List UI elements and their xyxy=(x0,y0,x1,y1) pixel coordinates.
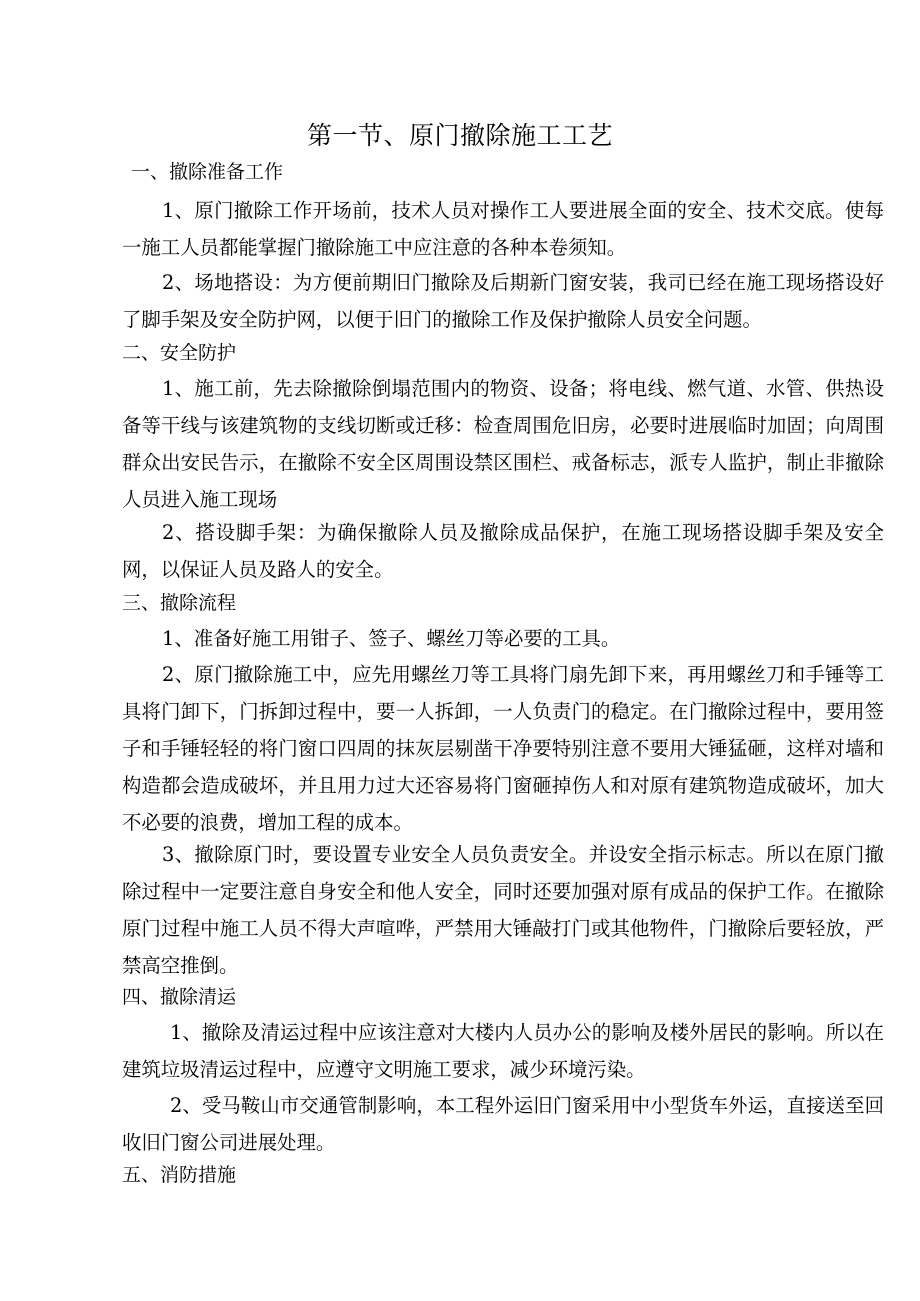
section-3-paragraph-3: 3、撤除原门时，要设置专业安全人员负责安全。并设安全指示标志。所以在原门撤除过程中一定要注意自身安全和他人安全，同时还要加强对原有成品的保护工作。在撤除原门过程中施工人员不得大声喧哗，严禁用大锤敲打门或其他物件，门撤除后要轻放，严禁高空推倒。 xyxy=(122,843,884,977)
section-2-paragraph-2: 2、搭设脚手架：为确保撤除人员及撤除成品保护，在施工现场搭设脚手架及安全网，以保证人员及路人的安全。 xyxy=(122,521,884,581)
section-4-paragraph-2: 2、受马鞍山市交通管制影响，本工程外运旧门窗采用中小型货车外运，直接送至回收旧门窗公司进展处理。 xyxy=(122,1094,884,1154)
section-4-paragraph-1: 1、撤除及清运过程中应该注意对大楼内人员办公的影响及楼外居民的影响。所以在建筑垃圾清运过程中，应遵守文明施工要求，减少环境污染。 xyxy=(122,1021,884,1081)
section-heading-2: 二、安全防护 xyxy=(122,342,237,364)
section-3-paragraph-1: 1、准备好施工用钳子、签子、螺丝刀等必要的工具。 xyxy=(162,627,621,650)
section-1-paragraph-1: 1、原门撤除工作开场前，技术人员对操作工人要进展全面的安全、技术交底。使每一施工人员都能掌握门撤除施工中应注意的各种本卷须知。 xyxy=(122,199,884,259)
section-heading-1: 一、撤除准备工作 xyxy=(131,161,284,183)
section-heading-5: 五、消防措施 xyxy=(122,1164,237,1186)
section-heading-4: 四、撤除清运 xyxy=(122,986,237,1008)
section-2-paragraph-1: 1、施工前，先去除撤除倒塌范围内的物资、设备；将电线、燃气道、水管、供热设备等干线与该建筑物的支线切断或迁移：检查周围危旧房，必要时进展临时加固；向周围群众出安民告示，在撤除不安全区周围设禁区围栏、戒备标志，派专人监护，制止非撤除人员进入施工现场 xyxy=(122,377,884,511)
section-heading-3: 三、撤除流程 xyxy=(122,592,237,614)
section-1-paragraph-2: 2、场地搭设：为方便前期旧门撤除及后期新门窗安装，我司已经在施工现场搭设好了脚手架及安全防护网，以便于旧门的撤除工作及保护撤除人员安全问题。 xyxy=(122,271,884,331)
section-3-paragraph-2: 2、原门撤除施工中，应先用螺丝刀等工具将门扇先卸下来，再用螺丝刀和手锤等工具将门卸下，门拆卸过程中，要一人拆卸，一人负责门的稳定。在门撤除过程中，要用签子和手锤轻轻的将门窗口四周的抹灰层剔凿干净要特别注意不要用大锤猛砸，这样对墙和构造都会造成破坏，并且用力过大还容易将门窗砸掉伤人和对原有建筑物造成破坏，加大不必要的浪费，增加工程的成本。 xyxy=(122,663,884,834)
page-title: 第一节、原门撤除施工工艺 xyxy=(306,121,613,150)
